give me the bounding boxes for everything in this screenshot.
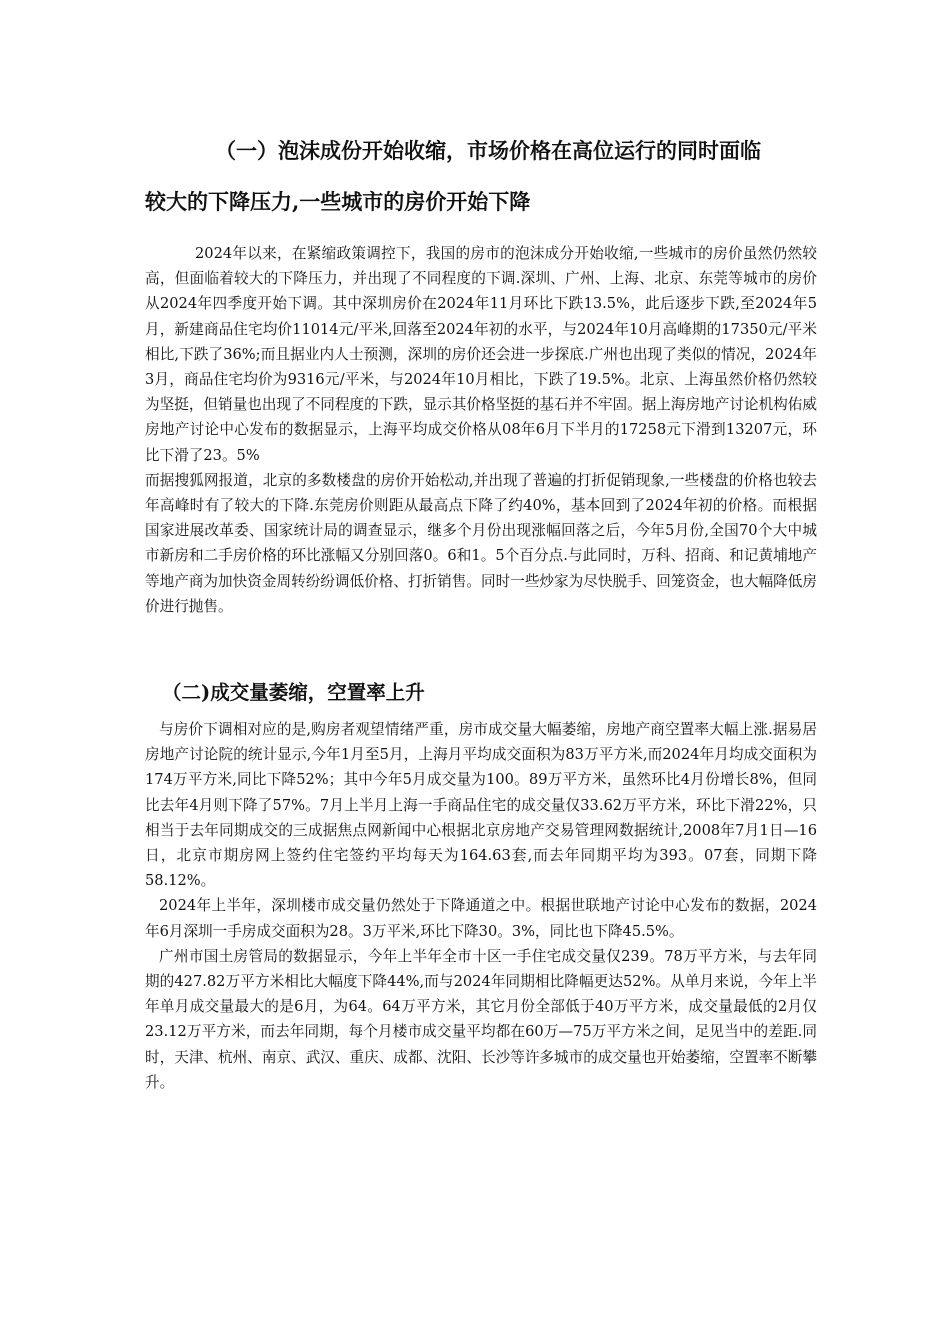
section-1-heading (145, 125, 825, 227)
section-1-heading-line-1: （一）泡沫成份开始收缩，市场价格在高位运行的同时面临 (215, 138, 761, 163)
section-2-heading: （二)成交量萎缩，空置率上升 (162, 681, 425, 704)
section-1-body (145, 241, 817, 619)
section-2-body (145, 717, 817, 1095)
section-2-paragraph-2: 2024年上半年，深圳楼市成交量仍然处于下降通道之中。根据世联地产讨论中心发布的数据，2024年6月深圳一手房成交面积为28。3万平米,环比下降30。3%，同比也下降45.5%。 (145, 897, 817, 940)
section-1-paragraph-1: 2024年以来，在紧缩政策调控下，我国的房市的泡沫成分开始收缩,一些城市的房价虽然仍然较高，但面临着较大的下降压力，并出现了不同程度的下调.深圳、广州、上海、北京、东莞等城市的房价从2024年四季度开始下调。其中深圳房价在2024年11月环比下跌13.5%，此后逐步下跌,至2024年5月，新建商品住宅均价11014元/平米,回落至2024年初的水平，与2024年10月高峰期的17350元/平米相比,下跌了36%;而且据业内人士预测，深圳的房价还会进一步探底.广州也出现了类似的情况，2024年3月，商品住宅均价为9316元/平米，与2024年10月相比，下跌了19.5%。北京、上海虽然价格仍然较为坚挺，但销量也出现了不同程度的下跌，显示其价格坚挺的基石并不牢固。据上海房地产讨论机构佑威房地产讨论中心发布的数据显示，上海平均成交价格从08年6月下半月的17258元下滑到13207元，环比下滑了23。5% (145, 245, 817, 464)
section-2-paragraph-3: 广州市国土房管局的数据显示，今年上半年全市十区一手住宅成交量仅239。78万平方米，与去年同期的427.82万平方米相比大幅度下降44%,而与2024年同期相比降幅更达52%。从单月来说，今年上半年单月成交量最大的是6月，为64。64万平方米，其它月份全部低于40万平方米，成交量最低的2月仅23.12万平方米，而去年同期，每个月楼市成交量平均都在60万—75万平方米之间，足见当中的差距.同时，天津、杭州、南京、武汉、重庆、成都、沈阳、长沙等许多城市的成交量也开始萎缩，空置率不断攀升。 (145, 947, 817, 1091)
section-1-heading-line-2: 较大的下降压力,一些城市的房价开始下降 (145, 189, 531, 214)
section-1-paragraph-2: 而据搜狐网报道，北京的多数楼盘的房价开始松动,并出现了普遍的打折促销现象,一些楼盘的价格也较去年高峰时有了较大的下降.东莞房价则距从最高点下降了约40%，基本回到了2024年初的价格。而根据国家进展改革委、国家统计局的调查显示，继多个月份出现涨幅回落之后，今年5月份,全国70个大中城市新房和二手房价格的环比涨幅又分别回落0。6和1。5个百分点.与此同时，万科、招商、和记黄埔地产等地产商为加快资金周转纷纷调低价格、打折销售。同时一些炒家为尽快脱手、回笼资金，也大幅降低房价进行抛售。 (145, 471, 817, 615)
section-2-paragraph-1: 与房价下调相对应的是,购房者观望情绪严重，房市成交量大幅萎缩，房地产商空置率大幅上涨.据易居房地产讨论院的统计显示,今年1月至5月，上海月平均成交面积为83万平方米,而2024年月均成交面积为174万平方米,同比下降52%；其中今年5月成交量为100。89万平方米，虽然环比4月份增长8%，但同比去年4月则下降了57%。7月上半月上海一手商品住宅的成交量仅33.62万平方米，环比下滑22%，只相当于去年同期成交的三成据焦点网新闻中心根据北京房地产交易管理网数据统计,2008年7月1日—16日，北京市期房网上签约住宅签约平均每天为164.63套,而去年同期平均为393。07套，同期下降58.12%。 (145, 721, 817, 890)
